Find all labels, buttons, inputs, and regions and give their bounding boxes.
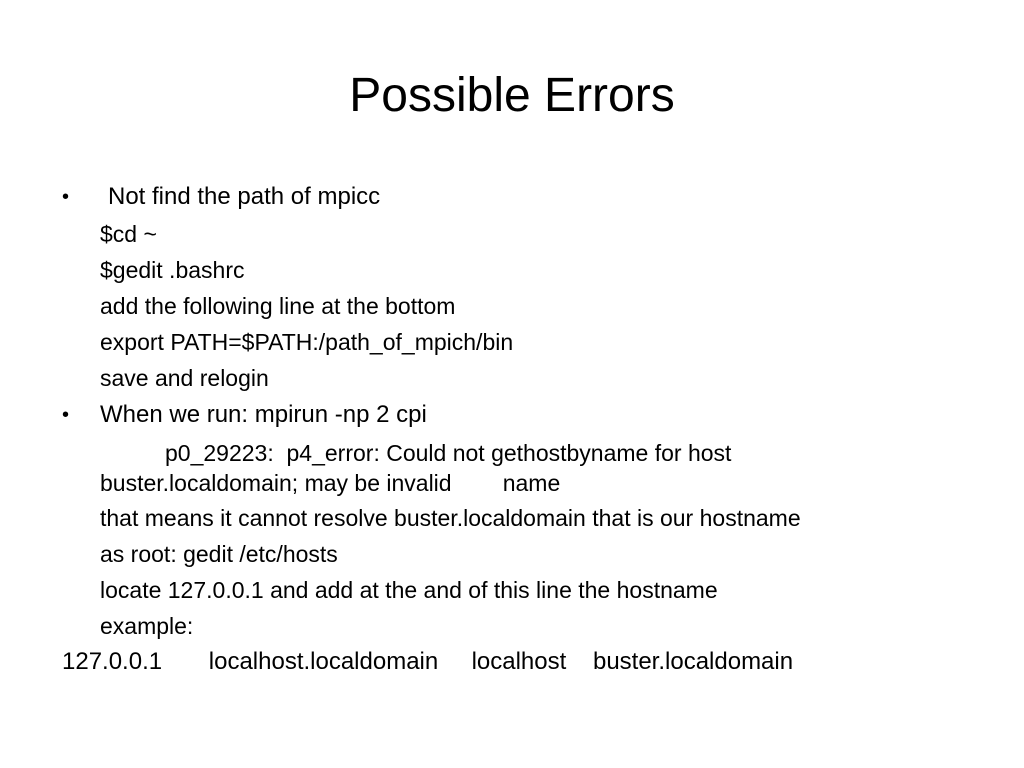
bullet-item-mpicc-path: Not find the path of mpicc [108,183,381,210]
command-line: $gedit .bashrc [100,257,245,283]
command-line: $cd ~ [100,221,157,247]
error-message-line: buster.localdomain; may be invalid name [100,470,561,496]
instruction-line: as root: gedit /etc/hosts [100,541,338,567]
bullet-item-mpirun: When we run: mpirun -np 2 cpi [100,401,427,428]
error-message-line: p0_29223: p4_error: Could not gethostbyname for host [165,440,732,466]
instruction-line: locate 127.0.0.1 and add at the and of this line the hostname [100,577,718,603]
instruction-line: add the following line at the bottom [100,293,456,319]
bullet-marker: • [62,404,70,426]
command-line: export PATH=$PATH:/path_of_mpich/bin [100,329,514,355]
hosts-example-line: 127.0.0.1 localhost.localdomain localhost buster.localdomain [62,648,794,675]
instruction-line: save and relogin [100,365,269,391]
slide-title: Possible Errors [349,69,675,122]
example-label: example: [100,613,194,639]
explanation-line: that means it cannot resolve buster.localdomain that is our hostname [100,505,801,531]
bullet-marker: • [62,186,70,208]
